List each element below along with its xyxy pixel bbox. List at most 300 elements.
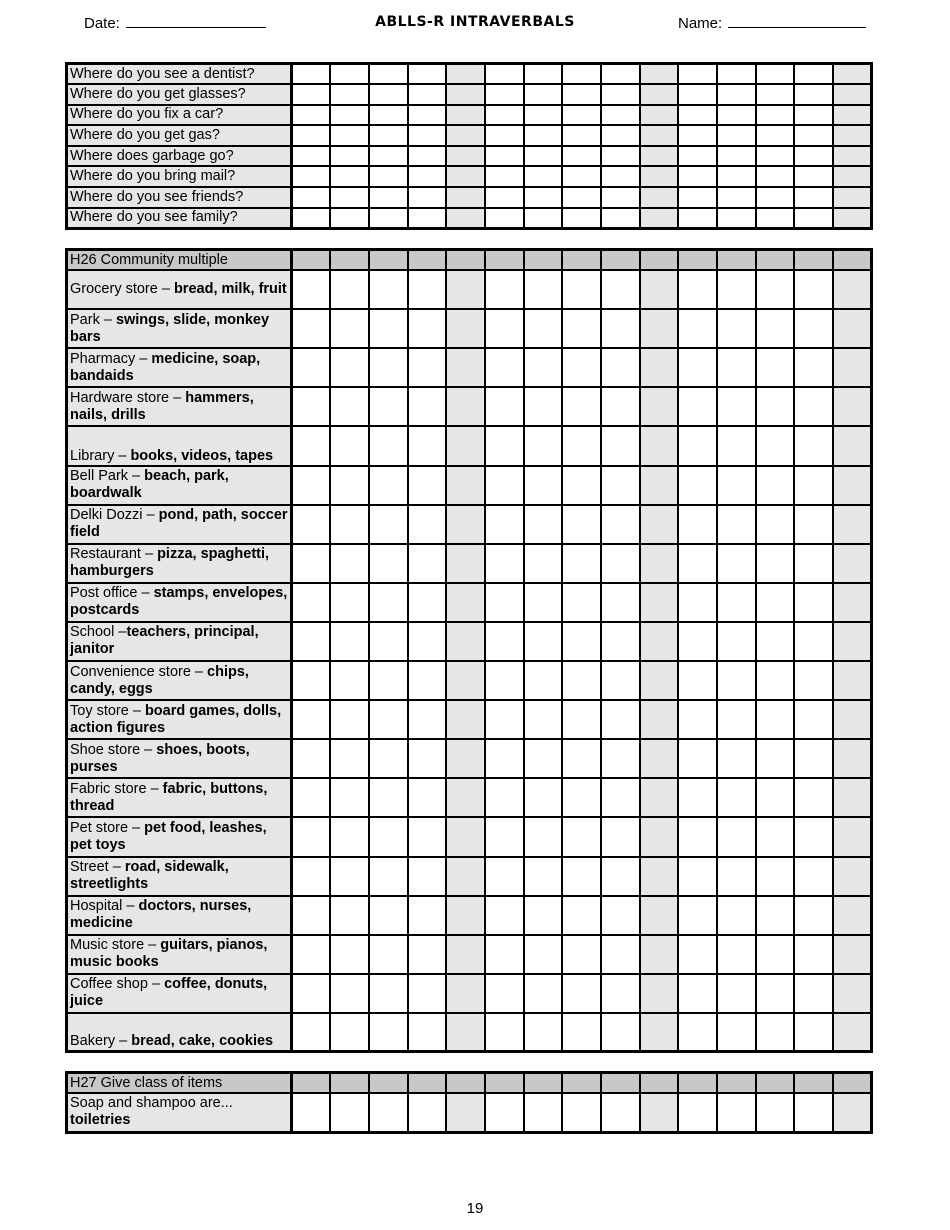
score-cell[interactable] — [756, 309, 795, 348]
score-cell[interactable] — [756, 778, 795, 817]
score-cell[interactable] — [833, 778, 872, 817]
score-cell[interactable] — [369, 146, 408, 167]
score-cell[interactable] — [524, 187, 563, 208]
score-cell[interactable] — [485, 270, 524, 309]
score-cell[interactable] — [794, 166, 833, 187]
score-cell[interactable] — [794, 739, 833, 778]
score-cell[interactable] — [292, 896, 331, 935]
score-cell[interactable] — [485, 505, 524, 544]
score-cell[interactable] — [833, 105, 872, 126]
score-cell[interactable] — [369, 105, 408, 126]
score-cell[interactable] — [330, 935, 369, 974]
score-cell[interactable] — [446, 974, 485, 1013]
score-cell[interactable] — [601, 208, 640, 229]
score-cell[interactable] — [794, 146, 833, 167]
score-cell[interactable] — [717, 622, 756, 661]
score-cell[interactable] — [330, 466, 369, 505]
score-cell[interactable] — [485, 146, 524, 167]
score-cell[interactable] — [794, 583, 833, 622]
score-cell[interactable] — [485, 208, 524, 229]
score-cell[interactable] — [601, 622, 640, 661]
score-cell[interactable] — [794, 187, 833, 208]
score-cell[interactable] — [640, 661, 679, 700]
score-cell[interactable] — [446, 208, 485, 229]
score-cell[interactable] — [601, 778, 640, 817]
score-cell[interactable] — [408, 505, 447, 544]
score-cell[interactable] — [717, 309, 756, 348]
score-cell[interactable] — [369, 84, 408, 105]
score-cell[interactable] — [562, 64, 601, 85]
score-cell[interactable] — [485, 739, 524, 778]
score-cell[interactable] — [369, 896, 408, 935]
score-cell[interactable] — [524, 661, 563, 700]
score-cell[interactable] — [833, 208, 872, 229]
score-cell[interactable] — [601, 426, 640, 465]
score-cell[interactable] — [794, 544, 833, 583]
score-cell[interactable] — [369, 208, 408, 229]
score-cell[interactable] — [756, 466, 795, 505]
score-cell[interactable] — [717, 64, 756, 85]
score-cell[interactable] — [330, 387, 369, 426]
score-cell[interactable] — [292, 84, 331, 105]
score-cell[interactable] — [717, 974, 756, 1013]
score-cell[interactable] — [369, 778, 408, 817]
score-cell[interactable] — [794, 64, 833, 85]
score-cell[interactable] — [678, 622, 717, 661]
score-cell[interactable] — [524, 505, 563, 544]
score-cell[interactable] — [717, 146, 756, 167]
score-cell[interactable] — [562, 583, 601, 622]
score-cell[interactable] — [446, 348, 485, 387]
score-cell[interactable] — [717, 700, 756, 739]
score-cell[interactable] — [678, 544, 717, 583]
score-cell[interactable] — [292, 1013, 331, 1052]
score-cell[interactable] — [292, 622, 331, 661]
score-cell[interactable] — [678, 125, 717, 146]
score-cell[interactable] — [369, 64, 408, 85]
score-cell[interactable] — [524, 974, 563, 1013]
score-cell[interactable] — [408, 84, 447, 105]
score-cell[interactable] — [640, 1013, 679, 1052]
score-cell[interactable] — [756, 896, 795, 935]
score-cell[interactable] — [640, 857, 679, 896]
score-cell[interactable] — [756, 544, 795, 583]
score-cell[interactable] — [292, 187, 331, 208]
score-cell[interactable] — [601, 166, 640, 187]
score-cell[interactable] — [330, 661, 369, 700]
score-cell[interactable] — [446, 583, 485, 622]
score-cell[interactable] — [833, 739, 872, 778]
score-cell[interactable] — [640, 896, 679, 935]
score-cell[interactable] — [717, 896, 756, 935]
score-cell[interactable] — [446, 778, 485, 817]
score-cell[interactable] — [524, 622, 563, 661]
score-cell[interactable] — [485, 187, 524, 208]
score-cell[interactable] — [408, 778, 447, 817]
score-cell[interactable] — [756, 426, 795, 465]
score-cell[interactable] — [292, 146, 331, 167]
score-cell[interactable] — [640, 1093, 679, 1132]
score-cell[interactable] — [833, 661, 872, 700]
score-cell[interactable] — [524, 739, 563, 778]
score-cell[interactable] — [485, 817, 524, 856]
score-cell[interactable] — [601, 187, 640, 208]
score-cell[interactable] — [678, 387, 717, 426]
score-cell[interactable] — [640, 700, 679, 739]
score-cell[interactable] — [601, 661, 640, 700]
score-cell[interactable] — [678, 896, 717, 935]
score-cell[interactable] — [408, 105, 447, 126]
score-cell[interactable] — [601, 505, 640, 544]
score-cell[interactable] — [562, 700, 601, 739]
score-cell[interactable] — [833, 187, 872, 208]
score-cell[interactable] — [640, 270, 679, 309]
score-cell[interactable] — [833, 857, 872, 896]
score-cell[interactable] — [833, 146, 872, 167]
score-cell[interactable] — [717, 1013, 756, 1052]
score-cell[interactable] — [794, 857, 833, 896]
score-cell[interactable] — [678, 857, 717, 896]
score-cell[interactable] — [678, 661, 717, 700]
score-cell[interactable] — [833, 166, 872, 187]
score-cell[interactable] — [756, 84, 795, 105]
score-cell[interactable] — [601, 270, 640, 309]
score-cell[interactable] — [408, 1093, 447, 1132]
score-cell[interactable] — [794, 105, 833, 126]
score-cell[interactable] — [408, 187, 447, 208]
score-cell[interactable] — [678, 105, 717, 126]
score-cell[interactable] — [485, 309, 524, 348]
score-cell[interactable] — [640, 817, 679, 856]
score-cell[interactable] — [369, 270, 408, 309]
score-cell[interactable] — [756, 146, 795, 167]
score-cell[interactable] — [717, 348, 756, 387]
score-cell[interactable] — [369, 935, 408, 974]
score-cell[interactable] — [330, 426, 369, 465]
score-cell[interactable] — [292, 817, 331, 856]
score-cell[interactable] — [369, 387, 408, 426]
score-cell[interactable] — [678, 64, 717, 85]
score-cell[interactable] — [524, 700, 563, 739]
score-cell[interactable] — [524, 270, 563, 309]
score-cell[interactable] — [640, 208, 679, 229]
score-cell[interactable] — [562, 348, 601, 387]
score-cell[interactable] — [485, 1093, 524, 1132]
score-cell[interactable] — [601, 348, 640, 387]
score-cell[interactable] — [640, 778, 679, 817]
score-cell[interactable] — [485, 387, 524, 426]
score-cell[interactable] — [408, 208, 447, 229]
score-cell[interactable] — [446, 270, 485, 309]
score-cell[interactable] — [562, 387, 601, 426]
score-cell[interactable] — [524, 778, 563, 817]
score-cell[interactable] — [292, 208, 331, 229]
score-cell[interactable] — [562, 896, 601, 935]
score-cell[interactable] — [369, 974, 408, 1013]
score-cell[interactable] — [640, 84, 679, 105]
score-cell[interactable] — [756, 817, 795, 856]
score-cell[interactable] — [833, 622, 872, 661]
score-cell[interactable] — [833, 270, 872, 309]
score-cell[interactable] — [717, 208, 756, 229]
score-cell[interactable] — [330, 700, 369, 739]
score-cell[interactable] — [601, 700, 640, 739]
score-cell[interactable] — [678, 739, 717, 778]
score-cell[interactable] — [524, 146, 563, 167]
score-cell[interactable] — [524, 125, 563, 146]
score-cell[interactable] — [330, 309, 369, 348]
score-cell[interactable] — [330, 896, 369, 935]
score-cell[interactable] — [601, 857, 640, 896]
score-cell[interactable] — [562, 544, 601, 583]
score-cell[interactable] — [292, 387, 331, 426]
score-cell[interactable] — [562, 466, 601, 505]
score-cell[interactable] — [369, 857, 408, 896]
score-cell[interactable] — [369, 426, 408, 465]
score-cell[interactable] — [485, 583, 524, 622]
score-cell[interactable] — [524, 544, 563, 583]
score-cell[interactable] — [446, 739, 485, 778]
score-cell[interactable] — [369, 817, 408, 856]
score-cell[interactable] — [601, 935, 640, 974]
score-cell[interactable] — [485, 935, 524, 974]
score-cell[interactable] — [446, 146, 485, 167]
score-cell[interactable] — [794, 778, 833, 817]
score-cell[interactable] — [756, 661, 795, 700]
score-cell[interactable] — [485, 125, 524, 146]
score-cell[interactable] — [717, 426, 756, 465]
score-cell[interactable] — [756, 857, 795, 896]
score-cell[interactable] — [833, 84, 872, 105]
score-cell[interactable] — [408, 387, 447, 426]
score-cell[interactable] — [678, 84, 717, 105]
score-cell[interactable] — [446, 64, 485, 85]
score-cell[interactable] — [408, 935, 447, 974]
score-cell[interactable] — [562, 1093, 601, 1132]
score-cell[interactable] — [678, 817, 717, 856]
score-cell[interactable] — [524, 208, 563, 229]
score-cell[interactable] — [369, 1013, 408, 1052]
score-cell[interactable] — [524, 84, 563, 105]
score-cell[interactable] — [640, 622, 679, 661]
score-cell[interactable] — [292, 700, 331, 739]
score-cell[interactable] — [794, 125, 833, 146]
score-cell[interactable] — [833, 1093, 872, 1132]
score-cell[interactable] — [330, 348, 369, 387]
score-cell[interactable] — [601, 146, 640, 167]
score-cell[interactable] — [794, 505, 833, 544]
score-cell[interactable] — [794, 1093, 833, 1132]
score-cell[interactable] — [562, 739, 601, 778]
score-cell[interactable] — [794, 387, 833, 426]
score-cell[interactable] — [756, 974, 795, 1013]
score-cell[interactable] — [794, 700, 833, 739]
score-cell[interactable] — [330, 622, 369, 661]
score-cell[interactable] — [640, 187, 679, 208]
score-cell[interactable] — [640, 309, 679, 348]
score-cell[interactable] — [562, 146, 601, 167]
score-cell[interactable] — [562, 208, 601, 229]
score-cell[interactable] — [292, 935, 331, 974]
score-cell[interactable] — [330, 208, 369, 229]
score-cell[interactable] — [408, 583, 447, 622]
score-cell[interactable] — [717, 817, 756, 856]
score-cell[interactable] — [292, 270, 331, 309]
score-cell[interactable] — [717, 857, 756, 896]
score-cell[interactable] — [794, 426, 833, 465]
score-cell[interactable] — [678, 208, 717, 229]
score-cell[interactable] — [485, 348, 524, 387]
score-cell[interactable] — [678, 778, 717, 817]
score-cell[interactable] — [833, 700, 872, 739]
score-cell[interactable] — [601, 583, 640, 622]
score-cell[interactable] — [524, 896, 563, 935]
score-cell[interactable] — [330, 778, 369, 817]
score-cell[interactable] — [330, 739, 369, 778]
score-cell[interactable] — [756, 583, 795, 622]
score-cell[interactable] — [330, 974, 369, 1013]
score-cell[interactable] — [678, 1093, 717, 1132]
score-cell[interactable] — [524, 857, 563, 896]
score-cell[interactable] — [678, 146, 717, 167]
score-cell[interactable] — [524, 348, 563, 387]
score-cell[interactable] — [756, 270, 795, 309]
score-cell[interactable] — [485, 64, 524, 85]
score-cell[interactable] — [562, 661, 601, 700]
score-cell[interactable] — [756, 700, 795, 739]
score-cell[interactable] — [601, 64, 640, 85]
score-cell[interactable] — [485, 1013, 524, 1052]
score-cell[interactable] — [794, 348, 833, 387]
score-cell[interactable] — [524, 583, 563, 622]
score-cell[interactable] — [562, 817, 601, 856]
score-cell[interactable] — [601, 84, 640, 105]
score-cell[interactable] — [446, 857, 485, 896]
score-cell[interactable] — [562, 125, 601, 146]
score-cell[interactable] — [756, 166, 795, 187]
score-cell[interactable] — [524, 387, 563, 426]
score-cell[interactable] — [292, 466, 331, 505]
score-cell[interactable] — [640, 935, 679, 974]
score-cell[interactable] — [717, 466, 756, 505]
score-cell[interactable] — [601, 1093, 640, 1132]
score-cell[interactable] — [446, 166, 485, 187]
score-cell[interactable] — [446, 466, 485, 505]
score-cell[interactable] — [756, 1013, 795, 1052]
score-cell[interactable] — [756, 622, 795, 661]
score-cell[interactable] — [369, 166, 408, 187]
score-cell[interactable] — [833, 387, 872, 426]
score-cell[interactable] — [446, 1013, 485, 1052]
score-cell[interactable] — [369, 187, 408, 208]
score-cell[interactable] — [794, 622, 833, 661]
score-cell[interactable] — [408, 974, 447, 1013]
score-cell[interactable] — [833, 466, 872, 505]
score-cell[interactable] — [601, 896, 640, 935]
score-cell[interactable] — [292, 105, 331, 126]
score-cell[interactable] — [292, 739, 331, 778]
score-cell[interactable] — [678, 700, 717, 739]
name-field[interactable] — [678, 13, 866, 32]
score-cell[interactable] — [717, 544, 756, 583]
score-cell[interactable] — [562, 935, 601, 974]
score-cell[interactable] — [485, 622, 524, 661]
score-cell[interactable] — [330, 64, 369, 85]
score-cell[interactable] — [717, 125, 756, 146]
score-cell[interactable] — [292, 309, 331, 348]
score-cell[interactable] — [678, 935, 717, 974]
score-cell[interactable] — [330, 146, 369, 167]
score-cell[interactable] — [369, 622, 408, 661]
score-cell[interactable] — [369, 661, 408, 700]
score-cell[interactable] — [678, 270, 717, 309]
score-cell[interactable] — [640, 426, 679, 465]
score-cell[interactable] — [485, 896, 524, 935]
score-cell[interactable] — [717, 935, 756, 974]
score-cell[interactable] — [562, 270, 601, 309]
score-cell[interactable] — [446, 84, 485, 105]
score-cell[interactable] — [794, 270, 833, 309]
score-cell[interactable] — [292, 125, 331, 146]
score-cell[interactable] — [330, 270, 369, 309]
score-cell[interactable] — [601, 105, 640, 126]
score-cell[interactable] — [485, 778, 524, 817]
score-cell[interactable] — [678, 1013, 717, 1052]
score-cell[interactable] — [330, 84, 369, 105]
score-cell[interactable] — [640, 466, 679, 505]
score-cell[interactable] — [292, 661, 331, 700]
score-cell[interactable] — [717, 166, 756, 187]
score-cell[interactable] — [292, 166, 331, 187]
score-cell[interactable] — [408, 622, 447, 661]
score-cell[interactable] — [446, 935, 485, 974]
score-cell[interactable] — [601, 817, 640, 856]
score-cell[interactable] — [446, 896, 485, 935]
score-cell[interactable] — [485, 700, 524, 739]
score-cell[interactable] — [794, 84, 833, 105]
name-blank-line[interactable] — [728, 13, 866, 28]
score-cell[interactable] — [524, 1013, 563, 1052]
score-cell[interactable] — [369, 466, 408, 505]
score-cell[interactable] — [408, 700, 447, 739]
score-cell[interactable] — [408, 544, 447, 583]
score-cell[interactable] — [408, 1013, 447, 1052]
score-cell[interactable] — [408, 146, 447, 167]
score-cell[interactable] — [446, 661, 485, 700]
score-cell[interactable] — [756, 935, 795, 974]
score-cell[interactable] — [485, 426, 524, 465]
score-cell[interactable] — [640, 974, 679, 1013]
score-cell[interactable] — [562, 426, 601, 465]
score-cell[interactable] — [833, 935, 872, 974]
score-cell[interactable] — [562, 1013, 601, 1052]
score-cell[interactable] — [833, 125, 872, 146]
score-cell[interactable] — [446, 817, 485, 856]
score-cell[interactable] — [292, 426, 331, 465]
score-cell[interactable] — [408, 817, 447, 856]
score-cell[interactable] — [562, 166, 601, 187]
score-cell[interactable] — [485, 661, 524, 700]
score-cell[interactable] — [292, 64, 331, 85]
score-cell[interactable] — [330, 583, 369, 622]
score-cell[interactable] — [446, 1093, 485, 1132]
score-cell[interactable] — [601, 466, 640, 505]
score-cell[interactable] — [601, 1013, 640, 1052]
score-cell[interactable] — [717, 1093, 756, 1132]
score-cell[interactable] — [717, 105, 756, 126]
score-cell[interactable] — [292, 505, 331, 544]
score-cell[interactable] — [330, 187, 369, 208]
